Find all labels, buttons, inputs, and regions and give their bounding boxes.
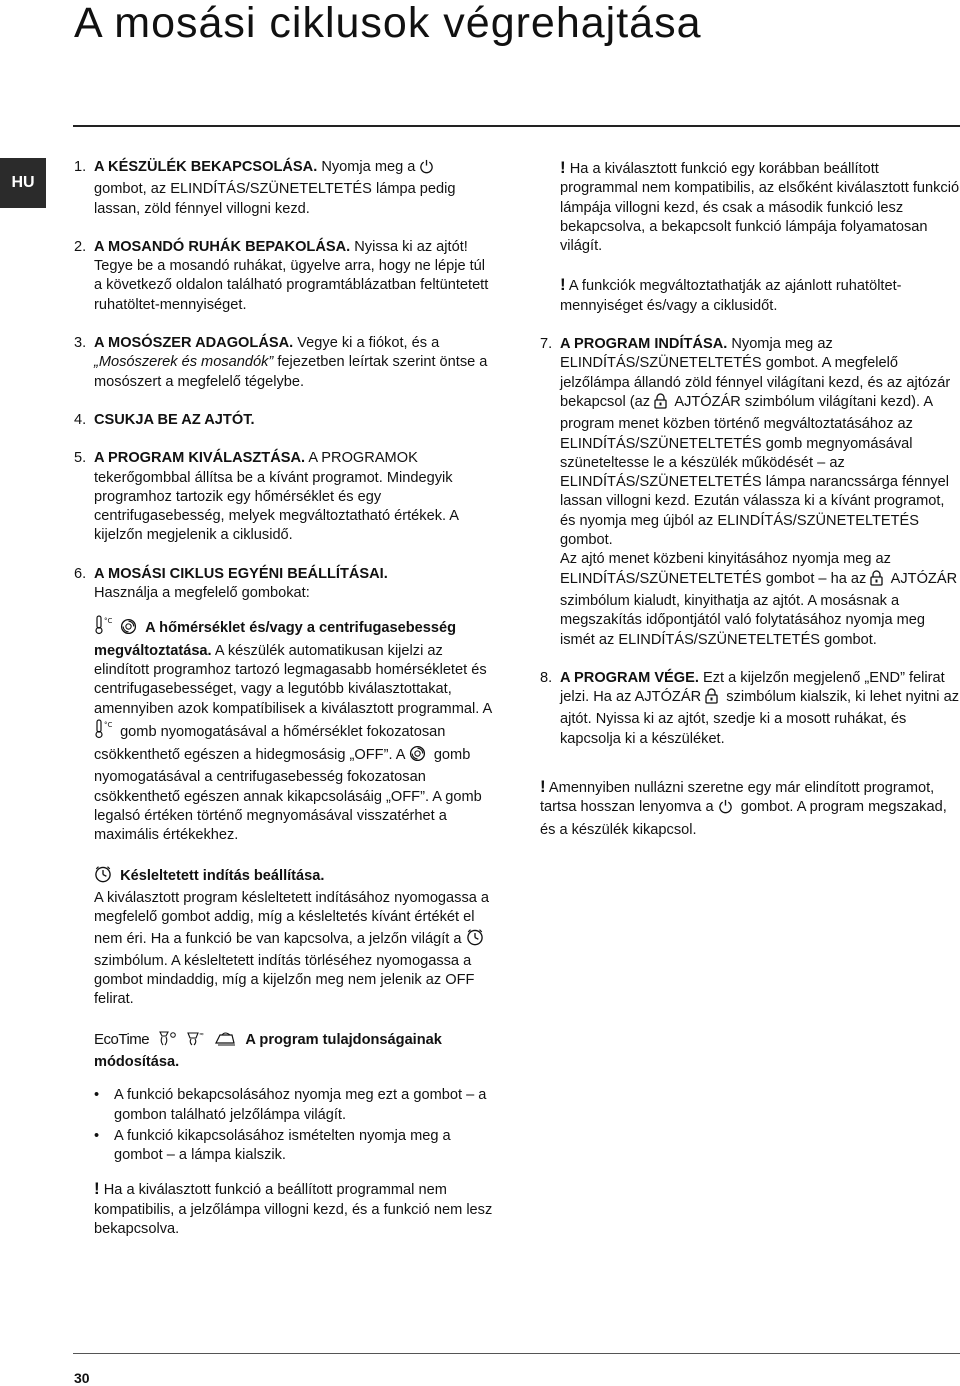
thermometer-icon xyxy=(94,615,112,641)
lock-icon xyxy=(705,688,718,710)
lock-icon xyxy=(870,570,883,592)
spin-icon xyxy=(409,745,426,768)
lock-icon xyxy=(654,393,667,415)
step-heading: A KÉSZÜLÉK BEKAPCSOLÁSA. xyxy=(94,159,318,175)
step-4: 4. CSUKJA BE AZ AJTÓT. xyxy=(74,411,255,428)
step-3: 3. A MOSÓSZER ADAGOLÁSA. Vegye ki a fiókot, és a „Mosószerek és mosandók” fejezetben leírtak szerint öntse a mosószert a megfelelő tégelybe. xyxy=(74,335,488,390)
stain-icon xyxy=(157,1029,177,1053)
page-number: 30 xyxy=(74,1370,90,1386)
header-rule xyxy=(73,125,960,127)
step-heading: A MOSÓSZER ADAGOLÁSA. xyxy=(94,335,294,352)
step-heading: A MOSÁSI CIKLUS EGYÉNI BEÁLLÍTÁSAI. xyxy=(94,565,388,582)
spin-icon xyxy=(120,618,137,641)
compatibility-note: ! Ha a kiválasztott funkció egy korábban beállított programmal nem kompatibilis, az elsőként kiválasztott funkció lámpája villogni kezd, és csak a második funkció lesz bekapcsolva, a bekapcsolt funkció lámpája folyamatosan világít. xyxy=(560,158,960,255)
svg-text:≈: ≈ xyxy=(199,1030,205,1038)
options-warning-note: ! Ha a kiválasztott funkció a beállított programmal nem kompatibilis, a jelzőlámpa villogni kezd, és a funkció nem lesz bekapcsolva. xyxy=(94,1179,493,1238)
step-heading: A PROGRAM VÉGE. xyxy=(560,669,699,686)
left-column xyxy=(74,158,494,1258)
power-icon xyxy=(419,159,434,180)
options-section: EcoTime ≈ A program tulajdonságainak módosítása. xyxy=(94,1030,442,1070)
step-heading: A PROGRAM KIVÁLASZTÁSA. xyxy=(94,450,306,467)
step-2: 2. A MOSANDÓ RUHÁK BEPAKOLÁSA. Nyissa ki az ajtót! Tegye be a mosandó ruhákat, ügyelve arra, hogy ne lépje túl a következő oldalon található programtáblázatban feltüntetett ruhatöltet-mennyiséget. xyxy=(74,238,489,313)
step-7: 7. A PROGRAM INDÍTÁSA. Nyomja meg az ELINDÍTÁS/SZÜNETELTETÉS gombot. A megfelelő jelzőlámpa állandó zöld fénnyel világítani kezd, és az ajtózár bekapcsol (az AJTÓZÁR szimbólum világítani kezd). A program menet közben történő megváltoztatásához az ELINDÍTÁS/SZÜNETELTETÉS gomb megnyomásával szüneteltesse le a készülék működését – az ELINDÍTÁS/SZÜNETELTETÉS lámpa narancssárga fénnyel lassan villogni kezd. Ezután válassza ki a kívánt programot, és nyomja meg újból az ELINDÍTÁS/SZÜNETELTETÉS gombot. Az ajtó menet közbeni kinyitásához nyomja meg az ELINDÍTÁS/SZÜNETELTETÉS gombot – ha az AJTÓZÁR szimbólum kialudt, kinyithatja az ajtót. A mosásnak a megszakítás időpontjától való folytatásához nyomja meg ismét az ELINDÍTÁS/SZÜNETELTETÉS gombot. xyxy=(540,336,958,648)
exclamation-icon: ! xyxy=(540,777,546,797)
delay-timer-icon xyxy=(466,928,484,952)
step-8: 8. A PROGRAM VÉGE. Ezt a kijelzőn megjelenő „END” felirat jelzi. Ha az AJTÓZÁR szimbólum kialszik, ki lehet nyitni az ajtót. Nyissa ki az ajtót, szedje ki a mosott ruhákat, és kapcsolja ki a készüléket. xyxy=(540,669,960,747)
footer-rule xyxy=(73,1353,960,1354)
exclamation-icon: ! xyxy=(560,158,566,177)
step-heading: A MOSANDÓ RUHÁK BEPAKOLÁSA. xyxy=(94,238,351,255)
svg-text:°C: °C xyxy=(104,720,112,729)
language-tab: HU xyxy=(0,158,46,208)
delay-start-section: Késleltetett indítás beállítása. A kiválasztott program késleltetett indításához nyomogassa a megfelelő gombot addig, míg a késleltetés kívánt értékét el nem éri. Ha a funkció be van kapcsolva, a jelzőn világít a szimbólum. A késleltetett indítás törléséhez nyomogassa a gombot mindaddig, míg a kijelzőn meg nem jelenik az OFF felirat. xyxy=(94,865,494,1010)
ecotime-icon: EcoTime xyxy=(94,1030,150,1048)
easy-iron-icon xyxy=(185,1029,205,1053)
svg-text:°C: °C xyxy=(104,617,112,626)
step-6: 6. A MOSÁSI CIKLUS EGYÉNI BEÁLLÍTÁSAI. Használja a megfelelő gombokat: xyxy=(74,565,388,602)
delay-timer-icon xyxy=(94,865,112,889)
functions-note: ! A funkciók megváltoztathatják az ajánlott ruhatöltet-mennyiséget és/vagy a ciklusidőt. xyxy=(560,275,902,314)
reset-note: ! Amennyiben nullázni szeretne egy már elindított programot, tartsa hosszan lenyomva a gombot. A program megszakad, és a készülék kikapcsol. xyxy=(540,777,947,838)
temperature-spin-section: °C A hőmérséklet és/vagy a centrifugasebesség megváltoztatása. A készülék automatikusan kijelzi az elindított programhoz tartozó legmagasabb homérsékletet és centrifugasebességet, vagy a legutóbb kiválasztottakat, amennyiben azok kompatíbilisek a kiválasztott programmal. A °C gomb nyomogatásával a hőmérséklet fokozatosan csökkenthető egészen a hidegmosásig „OFF”. A gomb nyomogatásával a centrifugasebesség fokozatosan csökkenthető egészen annak kikapcsolásáig „OFF”. A gomb legalsó értéken történő megnyomásával visszatérhet a maximális értékekhez. xyxy=(94,617,492,844)
list-item: • A funkció kikapcsolásához ismételten nyomja meg a gombot – a lámpa kialszik. xyxy=(94,1127,494,1166)
exclamation-icon: ! xyxy=(560,275,566,295)
iron-icon xyxy=(213,1029,237,1053)
step-5: 5. A PROGRAM KIVÁLASZTÁSA. A PROGRAMOK tekerőgombbal állítsa be a kívánt programot. Mindegyik programhoz tartozik egy hőmérséklet és egy centrifugasebesség, melyek megváltoztatható értékek. A kijelzőn megjelenik a ciklusidő. xyxy=(74,450,459,544)
step-heading: A PROGRAM INDÍTÁSA. xyxy=(560,336,728,353)
power-icon xyxy=(718,799,733,820)
options-bullet-list xyxy=(94,1086,494,1165)
thermometer-icon xyxy=(94,719,112,745)
right-column xyxy=(540,158,960,840)
step-1: 1. A KÉSZÜLÉK BEKAPCSOLÁSA. Nyomja meg a gombot, az ELINDÍTÁS/SZÜNETELTETÉS lámpa pedig lassan, zöld fénnyel villogni kezd. xyxy=(74,159,456,217)
page-title: A mosási ciklusok végrehajtása xyxy=(74,0,702,47)
exclamation-icon: ! xyxy=(94,1179,100,1199)
list-item: • A funkció bekapcsolásához nyomja meg ezt a gombot – a gombon található jelzőlámpa világít. xyxy=(94,1086,494,1125)
step-heading: CSUKJA BE AZ AJTÓT. xyxy=(94,411,255,428)
